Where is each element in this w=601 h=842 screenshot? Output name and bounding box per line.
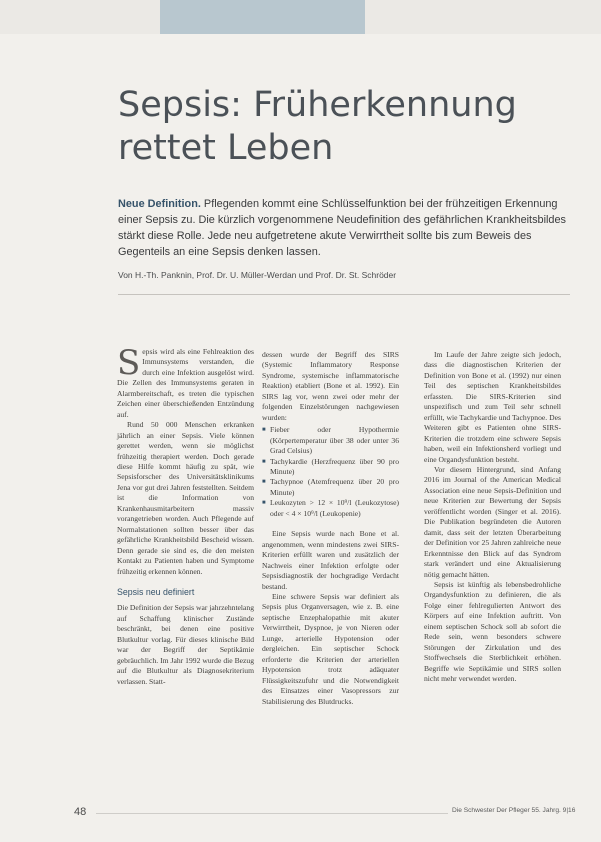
text-column-2 xyxy=(262,350,399,707)
header-divider xyxy=(118,294,570,295)
text-column-3 xyxy=(424,350,561,685)
col1-paragraph-3: Die Definition der Sepsis war jahrzehntelang auf Schaffung klinischer Zustände beschränkt, bei denen eine positive Blutkultur vorlag. Für dieses klinische Bild war der Begriff der Septikämie gebräuchlich. Im Jahr 1992 wurde die Bezug auf die Blutkultur als Diagnosekriterium verlassen. Statt- xyxy=(117,603,254,686)
col3-paragraph-2: Vor diesem Hintergrund, sind Anfang 2016 im Journal of the American Medical Association eine neue Sepsis-Definition und neue Kriterien zur Bewertung der Sepsis veröffentlicht worden (Singer et al. 2016). Die Publikation begründeten die Autoren damit, dass seit der letzten Überarbeitung der Definition vor 25 Jahren zahlreiche neue Erkenntnisse den Blick auf das Syndrom stark verändert und eine Aktualisierung nötig gemacht hätten. xyxy=(424,464,561,579)
article-lead xyxy=(118,196,566,260)
journal-footer: Die Schwester Der Pfleger 55. Jahrg. 9|16 xyxy=(452,807,576,814)
list-item: ■ Tachypnoe (Atemfrequenz über 20 pro Minute) xyxy=(262,477,399,498)
text-column-1 xyxy=(117,343,254,687)
col1-paragraph-1 xyxy=(117,343,254,420)
col2-paragraph-3: Eine schwere Sepsis war definiert als Sepsis plus Organversagen, wie z. B. eine septische Enzephalopathie mit akuter Verwirrtheit, Dyspnoe, je von Nieren oder Lunge, arterielle Hypotension oder dergleichen. Ein septischer Schock erforderte die Kriterien der arteriellen Hypotension trotz adäquater Flüssigkeitszufuhr und die Notwendigkeit des Einsatzes einer Vasopressors zur Stabilisierung des Blutdrucks. xyxy=(262,591,399,706)
article-title xyxy=(118,84,578,170)
col2-paragraph-2: Eine Sepsis wurde nach Bone et al. angenommen, wenn mindestens zwei SIRS-Kriterien erfüllt waren und zusätzlich der Nachweis einer Infektion erfolgte oder Sepsisdiagnostik der hochgradige Verdacht bestand. xyxy=(262,529,399,591)
header-color-tab xyxy=(160,0,365,34)
lead-label: Neue Definition. xyxy=(118,198,201,210)
title-line-1: Sepsis: Früherkennung xyxy=(118,85,517,125)
section-heading: Sepsis neu definiert xyxy=(117,586,195,597)
drop-cap: S xyxy=(117,343,141,383)
col3-paragraph-3: Sepsis ist künftig als lebensbedrohliche Organdysfunktion zu definieren, die als Folge einer fehlregulierten Antwort des Körpers auf eine Infektion auftritt. Von einem septischen Schock soll ab sofort die Rede sein, wenn besonders schwere Störungen der Zirkulation und des Stoffwechsels die Sterblichkeit erhöhen. Begriffe wie Septikämie und SIRS sollen nicht mehr verwendet werden. xyxy=(424,579,561,684)
list-item: ■ Leukozyten > 12 × 10⁹/l (Leukozytose) oder < 4 × 10⁹/l (Leukopenie) xyxy=(262,498,399,519)
col3-paragraph-1: Im Laufe der Jahre zeigte sich jedoch, dass die diagnostischen Kriterien der Definition von Bone et al. (1992) nur einen Teil des septischen Krankheitsbildes erfassten. Die SIRS-Kriterien sind unspezifisch und zum Teil sehr schnell erfüllt, wie Tachykardie und Tachypnoe. Des Weiteren gibt es Patienten ohne SIRS-Kriterien die trotzdem eine schwere Sepsis haben, weil ein Infektionsherd vorliegt und eine Organdysfunktion besteht. xyxy=(424,350,561,464)
list-item: ■ Tachykardie (Herzfrequenz über 90 pro Minute) xyxy=(262,457,399,478)
lead-text: Pflegenden kommt eine Schlüsselfunktion bei der frühzeitigen Erkennung einer Sepsis zu. Die kürzlich vorgenommene Neudefinition des gefährlichen Krankheitsbildes stärkt diese Rolle. Jede neu aufgetretene akute Verwirrtheit sollte bis zum Beweis des Gegenteils an eine Sepsis denken lassen. xyxy=(118,198,566,258)
col2-paragraph-1: dessen wurde der Begriff des SIRS (Systemic Inflammatory Response Syndrome, systemische inflammatorische Reaktion) etabliert (Bone et al. 1992). Ein SIRS lag vor, wenn zwei oder mehr der folgenden Einzelstörungen nachgewiesen wurden: xyxy=(262,350,399,422)
list-item: ■ Fieber oder Hypothermie (Körpertemperatur über 38 oder unter 36 Grad Celsius) xyxy=(262,425,399,456)
article-authors: Von H.-Th. Panknin, Prof. Dr. U. Müller-Werdan und Prof. Dr. St. Schröder xyxy=(118,270,397,280)
page-number: 48 xyxy=(74,806,87,818)
title-line-2: rettet Leben xyxy=(118,128,334,168)
sirs-criteria-list xyxy=(262,425,399,519)
footer-divider xyxy=(96,813,448,814)
col1-p1-text: epsis wird als eine Fehlreaktion des Immunsystems verstanden, die durch eine Infektion ausgelöst wird. Die Zellen des Immunsystems geraten in Alarmbereitschaft, es treten die typischen Zeichen einer überschießenden Entzündung auf. xyxy=(117,347,254,419)
col1-paragraph-2: Rund 50 000 Menschen erkranken jährlich an einer Sepsis. Viele können gerettet werden, wenn sie möglichst frühzeitig therapiert werden. Doch gerade diese Hilfe kommt häufig zu spät, wie Sepsisforscher des Universitätsklinikums Jena vor gut drei Jahren feststellten. Seitdem ist die Information von Krankenhausmitarbeitern massiv vorangetrieben worden. Auch Pflegende auf Normalstationen sollten besser über das gefährliche Krankheitsbild Bescheid wissen. Denn gerade sie sind es, die den meisten Kontakt zu Patienten haben und Symptome frühzeitig erkennen können. xyxy=(117,420,254,576)
